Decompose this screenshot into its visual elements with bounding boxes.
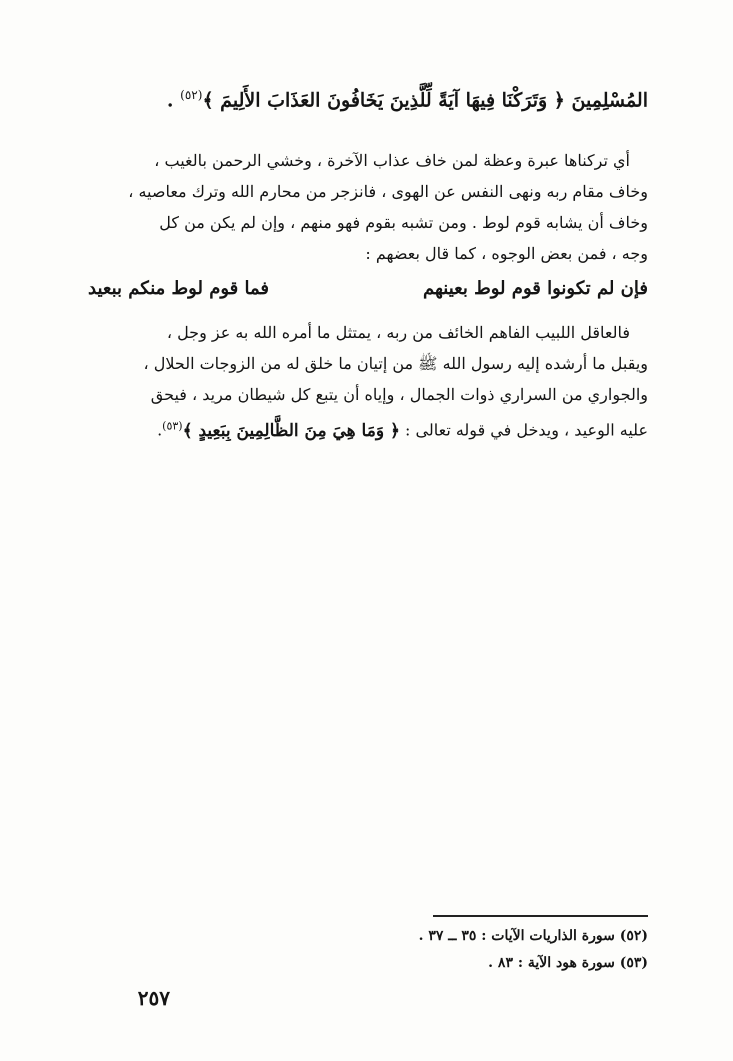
footnote-divider (433, 915, 648, 917)
paragraph-2-line: والجواري من السراري ذوات الجمال ، وإياه أن يتبع كل شيطان مريد ، فيحق (150, 385, 648, 404)
paragraph-1-line: أي تركناها عبرة وعظة لمن خاف عذاب الآخرة ، وخشي الرحمن بالغيب ، (154, 151, 630, 170)
quran-quote (162, 421, 400, 441)
verse-line (167, 88, 648, 111)
paragraph-2-last-line (88, 410, 648, 441)
paragraph-2-line: ويقبل ما أرشده إليه رسول الله ﷺ من إتيان ما خلق له من الزوجات الحلال ، (143, 354, 648, 373)
poem-hemistich-2: فما قوم لوط منكم ببعيد (88, 278, 270, 299)
paragraph-1-line: وجه ، فمن بعض الوجوه ، كما قال بعضهم : (365, 244, 648, 263)
quran-quote-text: ﴿ وَمَا هِيَ مِنَ الظَّالِمِينَ بِبَعِيدٍ ﴾ (182, 420, 400, 441)
paragraph-2 (88, 317, 648, 441)
last-line-text: عليه الوعيد ، ويدخل في قوله تعالى : (405, 420, 648, 440)
footnote-53: (٥٣) سورة هود الآية : ٨٣ . (488, 955, 648, 971)
paragraph-1 (88, 145, 648, 269)
last-line-end: . (157, 420, 163, 440)
verse-ref: (٥٢) (180, 88, 203, 102)
paragraph-1-line: وخاف مقام ربه ونهى النفس عن الهوى ، فانزجر من محارم الله وترك معاصيه ، (128, 182, 648, 201)
poem-hemistich-1: فإن لم تكونوا قوم لوط بعينهم (423, 278, 648, 299)
page-number: ٢٥٧ (137, 986, 170, 1010)
paragraph-2-line: فالعاقل اللبيب الفاهم الخائف من ربه ، يمتثل ما أمره الله به عز وجل ، (166, 323, 630, 342)
paragraph-1-line: وخاف أن يشابه قوم لوط . ومن تشبه بقوم فهو منهم ، وإن لم يكن من كل (159, 213, 648, 232)
poem-verse (88, 278, 648, 299)
verse-end: . (166, 89, 174, 112)
quran-quote-ref: (٥٣) (162, 419, 183, 432)
verse-text: المُسْلِمِينَ ﴿ وَتَرَكْنَا فِيهَا آيَةً لِّلَّذِينَ يَخَافُونَ العَذَابَ الأَلِيمَ ﴾ (202, 89, 648, 112)
footnote-52: (٥٢) سورة الذاريات الآيات : ٣٥ ــ ٣٧ . (418, 928, 648, 944)
